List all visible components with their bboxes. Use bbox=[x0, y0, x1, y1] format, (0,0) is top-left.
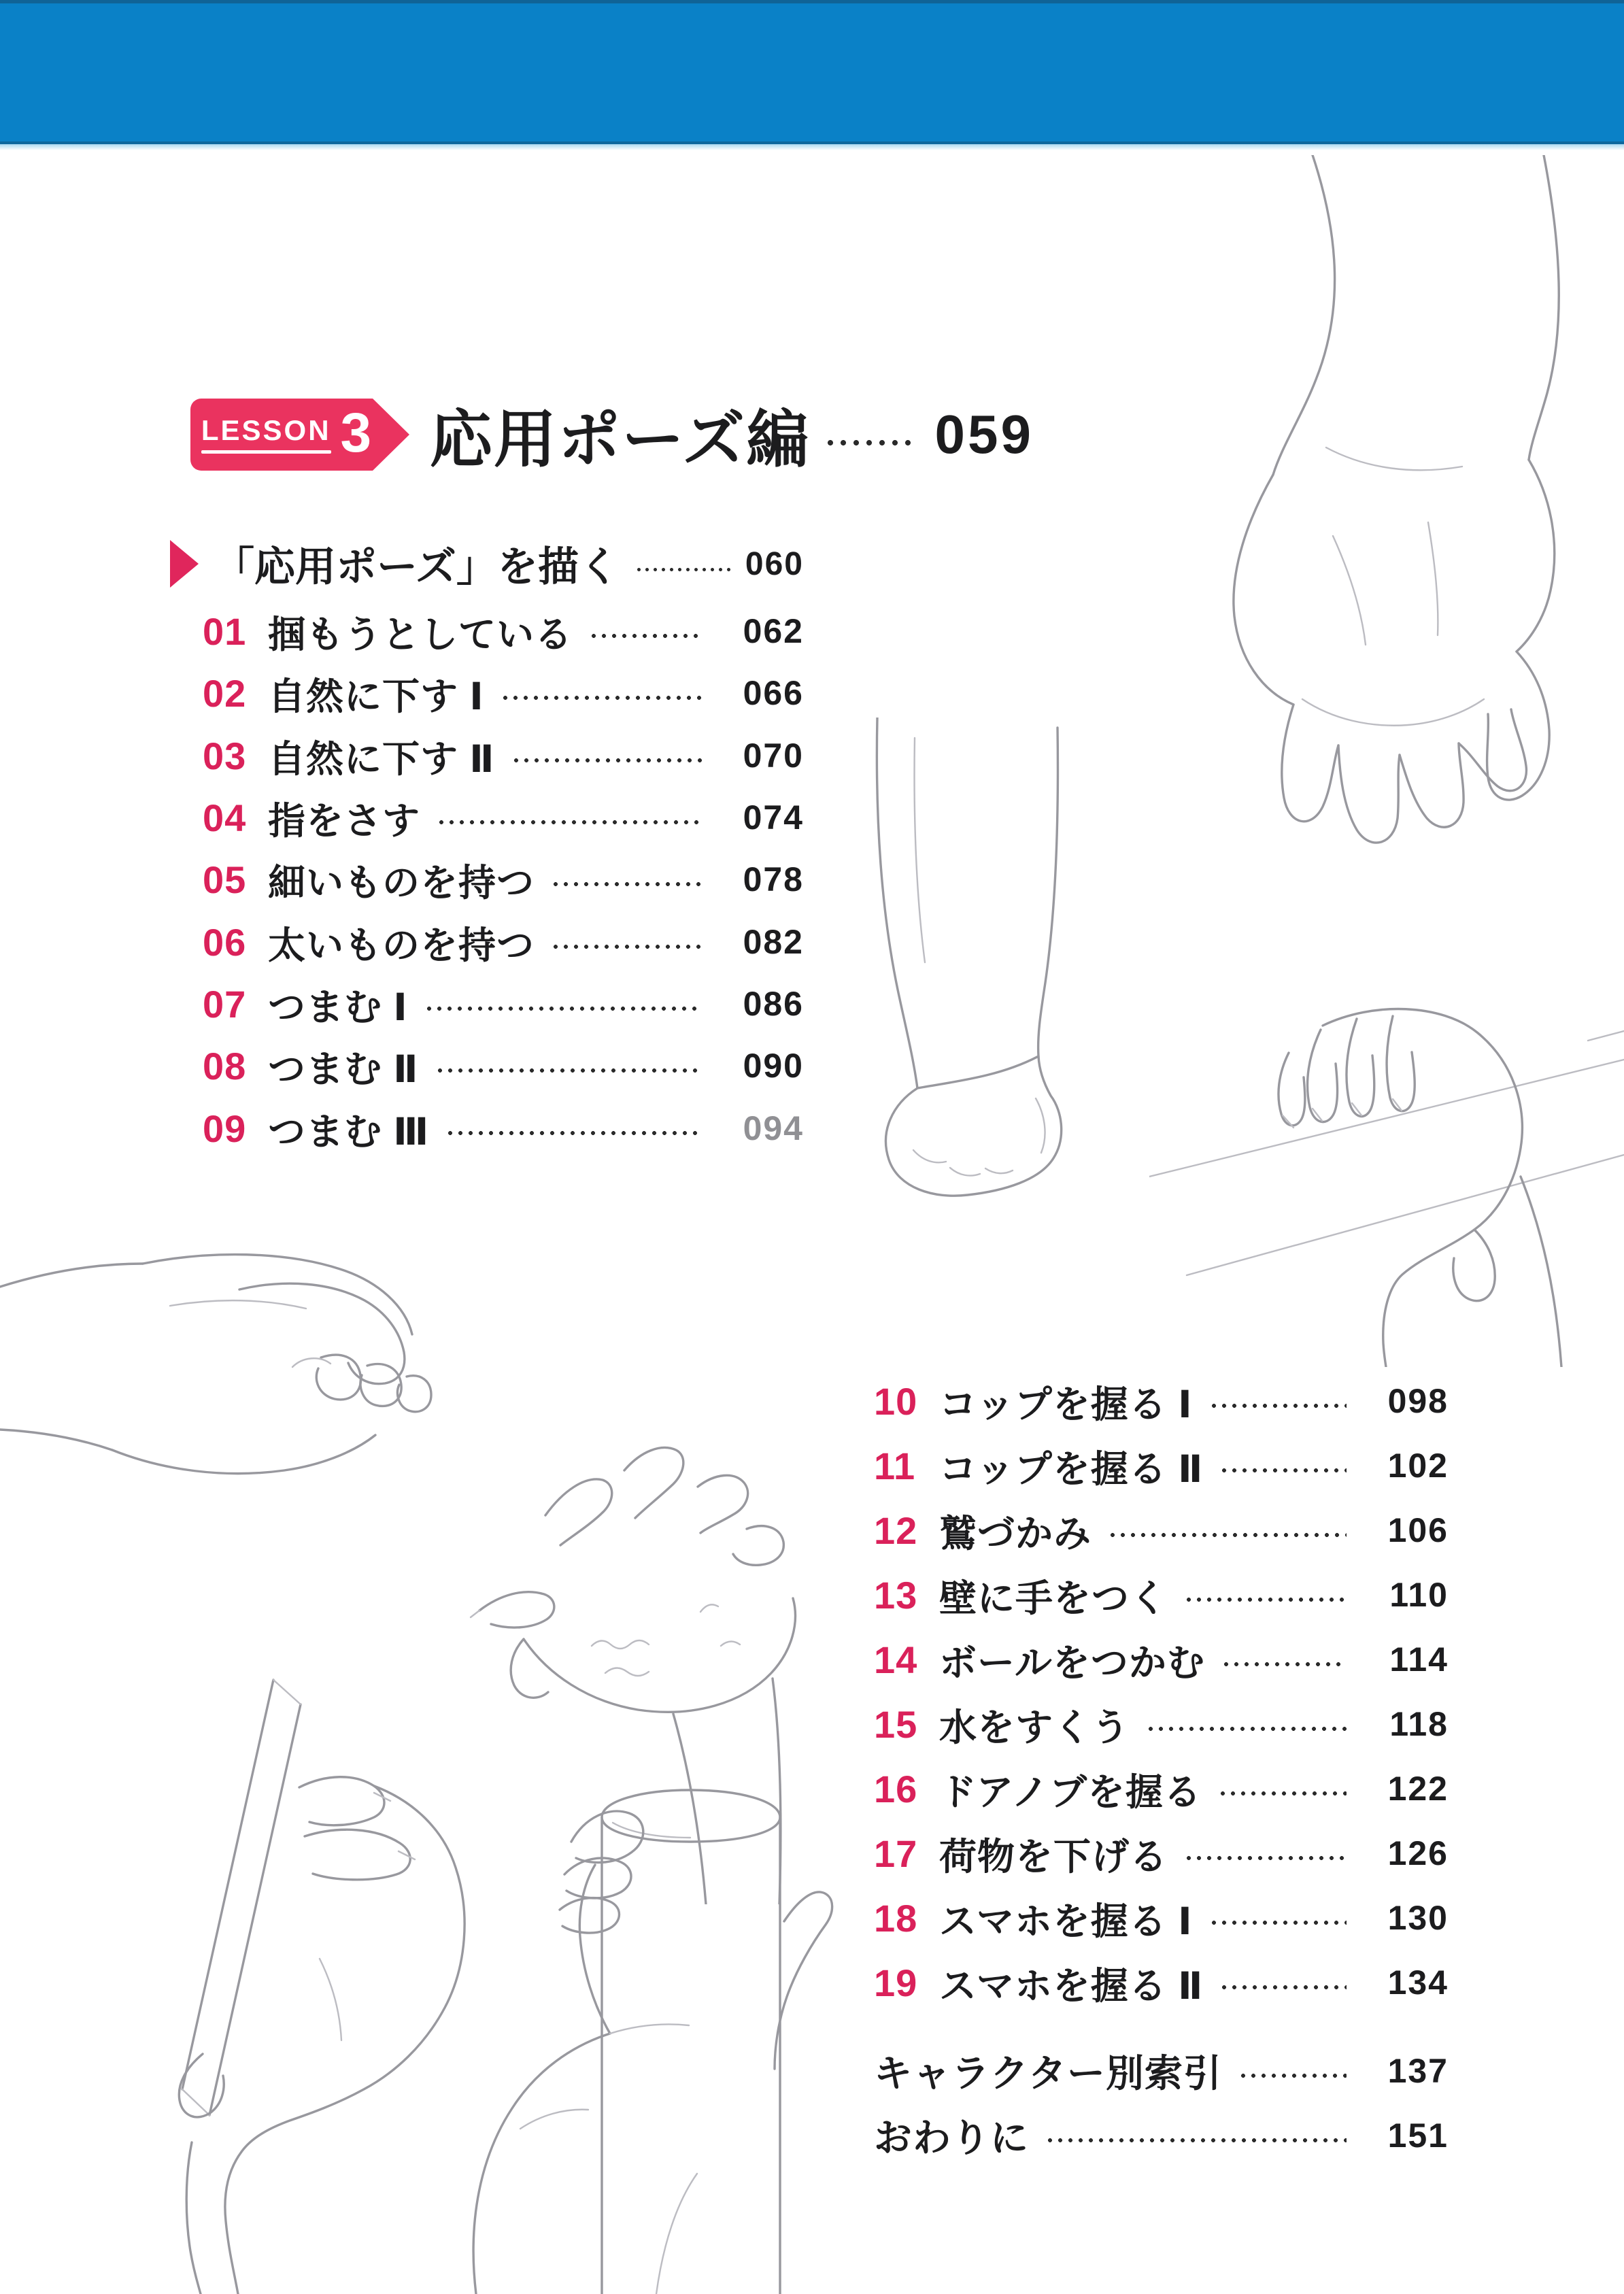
toc-item-17 bbox=[874, 1823, 1449, 1884]
lesson-title: 応用ポーズ編 bbox=[430, 405, 811, 475]
toc-item-page: 122 bbox=[1387, 1770, 1449, 1808]
dotted-leader bbox=[438, 1068, 702, 1073]
toc-item-number: 06 bbox=[203, 920, 247, 964]
toc-item-title: 鷲づかみ bbox=[939, 1512, 1092, 1555]
toc-item-number: 12 bbox=[874, 1508, 918, 1552]
toc-item-title: 指をさす bbox=[268, 799, 421, 842]
toc-item-page: 137 bbox=[1387, 2052, 1449, 2090]
toc-item-09 bbox=[203, 1098, 804, 1159]
toc-item-page: 118 bbox=[1389, 1705, 1449, 1743]
toc-item-title: つまむ Ⅰ bbox=[268, 985, 408, 1028]
lesson-badge-label: LESSON bbox=[201, 414, 331, 446]
toc-item-page: 070 bbox=[743, 737, 804, 775]
toc-item-06 bbox=[203, 911, 804, 973]
toc-item-title: コップを握る Ⅰ bbox=[939, 1383, 1193, 1426]
lesson-badge-label-block bbox=[201, 416, 331, 454]
triangle-marker-icon bbox=[170, 540, 199, 588]
hand-gripping-board-sketch bbox=[1149, 973, 1624, 1367]
toc-item-number: 18 bbox=[874, 1896, 918, 1940]
toc-item-title: 太いものを持つ bbox=[268, 924, 535, 966]
toc-item-number: 15 bbox=[874, 1702, 918, 1746]
toc-item-04 bbox=[203, 787, 804, 848]
toc-item-18 bbox=[874, 1887, 1449, 1949]
toc-item-page: 110 bbox=[1389, 1576, 1449, 1614]
toc-item-02 bbox=[203, 662, 804, 724]
dotted-leader bbox=[554, 882, 702, 886]
toc-item-number: 03 bbox=[203, 734, 247, 777]
toc-item-title: つまむ Ⅱ bbox=[268, 1047, 419, 1090]
toc-item-19 bbox=[874, 1952, 1449, 2013]
toc-item-number: 19 bbox=[874, 1961, 918, 2004]
hand-holding-glass-sketch bbox=[364, 1775, 847, 2294]
toc-item-13 bbox=[874, 1564, 1449, 1625]
dotted-leader bbox=[1224, 1662, 1347, 1666]
toc-item-page: 078 bbox=[743, 860, 804, 898]
toc-item-page: 102 bbox=[1387, 1447, 1449, 1485]
toc-item-page: 090 bbox=[743, 1047, 804, 1085]
toc-item-10 bbox=[874, 1370, 1449, 1432]
dotted-leader bbox=[1212, 1921, 1347, 1925]
lesson-page-number: 059 bbox=[934, 404, 1034, 465]
toc-item-title: 自然に下す Ⅱ bbox=[268, 737, 495, 780]
dotted-leader bbox=[1048, 2138, 1347, 2142]
toc-item-08 bbox=[203, 1035, 804, 1096]
toc-item-title: 水をすくう bbox=[939, 1706, 1130, 1749]
toc-item-page: 062 bbox=[743, 612, 804, 650]
dotted-leader bbox=[1222, 1985, 1347, 1989]
toc-item-title: おわりに bbox=[874, 2116, 1029, 2159]
toc-item-14 bbox=[874, 1629, 1449, 1690]
top-blue-band bbox=[0, 0, 1624, 144]
top-band-glow bbox=[0, 144, 1624, 150]
toc-item-afterword bbox=[874, 2105, 1449, 2166]
dotted-leader bbox=[1241, 2074, 1347, 2078]
toc-item-page: 106 bbox=[1387, 1511, 1449, 1549]
lesson-badge bbox=[190, 399, 409, 471]
dotted-leader bbox=[1212, 1404, 1347, 1408]
toc-item-title: ボールをつかむ bbox=[939, 1641, 1205, 1684]
toc-item-03 bbox=[203, 725, 804, 786]
toc-item-number: 08 bbox=[203, 1044, 247, 1087]
dotted-leader bbox=[1187, 1856, 1347, 1860]
dotted-leader bbox=[592, 634, 702, 638]
lesson-badge-number: 3 bbox=[340, 402, 372, 464]
hand-reaching-down-sketch bbox=[1109, 155, 1619, 896]
hand-grasping-small-object-sketch bbox=[0, 1224, 503, 1517]
toc-item-page: 086 bbox=[743, 985, 804, 1023]
toc-item-character-index bbox=[874, 2040, 1449, 2102]
dotted-leader bbox=[503, 696, 702, 700]
toc-item-title: ドアノブを握る bbox=[939, 1770, 1202, 1813]
toc-item-page: 130 bbox=[1387, 1899, 1449, 1937]
toc-item-number: 07 bbox=[203, 982, 247, 1026]
toc-item-16 bbox=[874, 1758, 1449, 1819]
dotted-leader bbox=[828, 440, 917, 445]
toc-item-title: 細いものを持つ bbox=[268, 861, 535, 904]
lesson-badge-body bbox=[190, 399, 373, 471]
dotted-leader bbox=[439, 820, 702, 824]
lesson-header bbox=[190, 393, 1034, 476]
dotted-leader bbox=[637, 568, 732, 571]
dotted-leader bbox=[1187, 1598, 1347, 1602]
toc-item-number: 13 bbox=[874, 1573, 918, 1617]
toc-item-title: キャラクター別索引 bbox=[874, 2052, 1222, 2095]
toc-item-page: 094 bbox=[743, 1109, 804, 1147]
dotted-leader bbox=[1221, 1791, 1347, 1795]
dotted-leader bbox=[1222, 1468, 1347, 1472]
section-heading-title: 「応用ポーズ」を描く bbox=[214, 544, 620, 590]
toc-item-title: 自然に下す Ⅰ bbox=[268, 675, 484, 718]
toc-item-number: 16 bbox=[874, 1767, 918, 1810]
toc-item-page: 126 bbox=[1387, 1834, 1449, 1872]
toc-item-title: スマホを握る Ⅱ bbox=[939, 1964, 1204, 2007]
dotted-leader bbox=[448, 1131, 702, 1135]
toc-item-page: 151 bbox=[1387, 2116, 1449, 2155]
toc-item-number: 05 bbox=[203, 858, 247, 901]
toc-item-07 bbox=[203, 973, 804, 1034]
toc-item-15 bbox=[874, 1693, 1449, 1755]
toc-item-number: 11 bbox=[874, 1444, 916, 1487]
toc-item-title: スマホを握る Ⅰ bbox=[939, 1900, 1193, 1942]
toc-item-page: 066 bbox=[743, 674, 804, 712]
toc-item-title: 荷物を下げる bbox=[939, 1835, 1168, 1878]
toc-item-page: 098 bbox=[1387, 1382, 1449, 1420]
toc-item-number: 01 bbox=[203, 609, 247, 653]
toc-item-12 bbox=[874, 1500, 1449, 1561]
toc-item-title: 壁に手をつく bbox=[939, 1576, 1168, 1619]
toc-item-title: 掴もうとしている bbox=[268, 613, 573, 656]
dotted-leader bbox=[1149, 1727, 1347, 1731]
section-heading-page: 060 bbox=[745, 545, 804, 582]
dotted-leader bbox=[554, 945, 702, 949]
section-heading bbox=[170, 537, 804, 591]
toc-item-number: 14 bbox=[874, 1638, 918, 1681]
toc-item-05 bbox=[203, 849, 804, 910]
dotted-leader bbox=[514, 758, 702, 762]
dotted-leader bbox=[427, 1007, 702, 1011]
toc-item-number: 02 bbox=[203, 671, 247, 715]
toc-item-page: 134 bbox=[1387, 1963, 1449, 2002]
toc-item-title: コップを握る Ⅱ bbox=[939, 1447, 1204, 1490]
toc-item-title: つまむ Ⅲ bbox=[268, 1110, 430, 1153]
toc-item-page: 114 bbox=[1389, 1640, 1449, 1679]
toc-item-number: 17 bbox=[874, 1832, 918, 1875]
toc-item-01 bbox=[203, 601, 804, 662]
toc-item-page: 074 bbox=[743, 798, 804, 837]
toc-item-number: 04 bbox=[203, 796, 247, 839]
lesson-badge-underline bbox=[201, 450, 331, 454]
lesson-badge-arrow-icon bbox=[373, 399, 409, 471]
toc-item-11 bbox=[874, 1435, 1449, 1496]
dotted-leader bbox=[1111, 1533, 1347, 1537]
forearm-with-fist-sketch bbox=[833, 718, 1166, 1200]
toc-item-number: 10 bbox=[874, 1379, 918, 1423]
toc-item-page: 082 bbox=[743, 923, 804, 961]
toc-item-number: 09 bbox=[203, 1107, 247, 1150]
